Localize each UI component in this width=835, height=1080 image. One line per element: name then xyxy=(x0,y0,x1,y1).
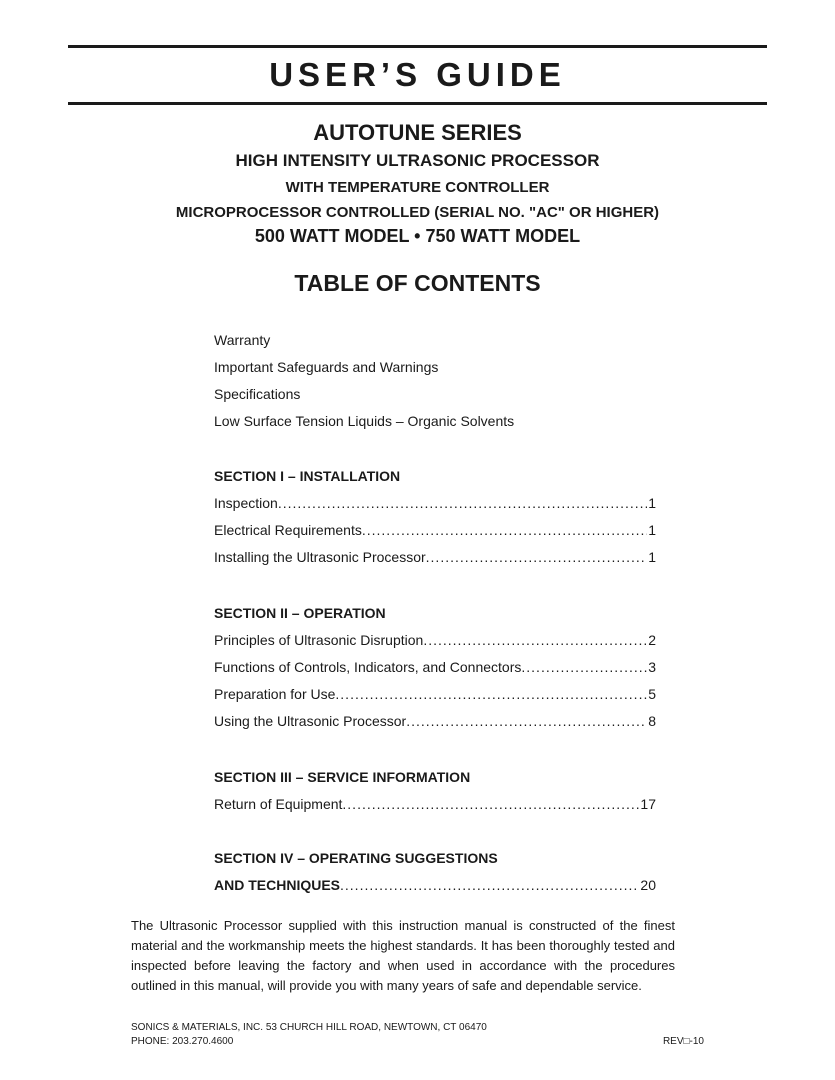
toc-entry-label: AND TECHNIQUES xyxy=(214,877,341,893)
toc-section-suggestions xyxy=(214,845,656,899)
section-heading: SECTION III – SERVICE INFORMATION xyxy=(214,769,471,785)
section-heading: SECTION I – INSTALLATION xyxy=(214,468,401,484)
section-heading: SECTION IV – OPERATING SUGGESTIONS xyxy=(214,850,498,866)
toc-entry-label: Return of Equipment xyxy=(214,796,343,812)
dot-leader xyxy=(426,544,648,571)
toc-entry-page: 20 xyxy=(640,877,656,893)
toc-entry-label: Principles of Ultrasonic Disruption xyxy=(214,632,424,648)
top-rule xyxy=(68,45,767,48)
toc-entry[interactable] xyxy=(214,627,656,654)
toc-entry-page: 3 xyxy=(648,659,656,675)
toc-entry-page: 1 xyxy=(648,522,656,538)
toc-entry-page: 5 xyxy=(648,686,656,702)
product-feature: WITH TEMPERATURE CONTROLLER xyxy=(285,179,550,196)
dot-leader xyxy=(278,490,647,517)
bottom-rule xyxy=(68,102,767,105)
toc-entry-page: 2 xyxy=(648,632,656,648)
toc-entry[interactable] xyxy=(214,708,656,735)
dot-leader xyxy=(362,517,647,544)
footer-address: SONICS & MATERIALS, INC. 53 CHURCH HILL ROAD, NEWTOWN, CT 06470 xyxy=(131,1022,487,1033)
dot-leader xyxy=(423,627,647,654)
toc-entry-label: Preparation for Use xyxy=(214,686,336,702)
toc-entry-label: Electrical Requirements xyxy=(214,522,362,538)
dot-leader xyxy=(335,681,647,708)
toc-entry[interactable] xyxy=(214,872,656,899)
toc-entry[interactable] xyxy=(214,681,656,708)
toc-entry[interactable] xyxy=(214,490,656,517)
toc-intro-item-safeguards[interactable]: Important Safeguards and Warnings xyxy=(214,359,439,375)
toc-entry-page: 8 xyxy=(648,713,656,729)
dot-leader xyxy=(342,791,639,818)
section-heading: SECTION II – OPERATION xyxy=(214,605,386,621)
closing-paragraph: The Ultrasonic Processor supplied with this instruction manual is constructed of the finest material and the workmanship meets the highest standards. It has been thoroughly tested and inspected before leaving the factory and when used in accordance with the procedures outlined in this manual, will provide you with many years of safe and dependable service. xyxy=(131,918,675,993)
dot-leader xyxy=(521,654,647,681)
toc-entry-label: Installing the Ultrasonic Processor xyxy=(214,549,426,565)
toc-entry[interactable] xyxy=(214,544,656,571)
toc-entry-label: Using the Ultrasonic Processor xyxy=(214,713,407,729)
product-subtitle: HIGH INTENSITY ULTRASONIC PROCESSOR xyxy=(235,151,600,170)
toc-entry[interactable] xyxy=(214,517,656,544)
toc-entry[interactable] xyxy=(214,791,656,818)
dot-leader xyxy=(406,708,647,735)
toc-intro-item-warranty[interactable]: Warranty xyxy=(214,332,271,348)
serial-note: MICROPROCESSOR CONTROLLED (SERIAL NO. "AC" OR HIGHER) xyxy=(175,204,660,221)
model-line: 500 WATT MODEL • 750 WATT MODEL xyxy=(254,226,581,246)
toc-entry[interactable] xyxy=(214,654,656,681)
toc-section-service xyxy=(214,764,656,818)
toc-title: TABLE OF CONTENTS xyxy=(294,270,541,296)
toc-intro-item-solvents[interactable]: Low Surface Tension Liquids – Organic Solvents xyxy=(214,413,515,429)
document-title: USER’S GUIDE xyxy=(269,56,566,93)
series-title: AUTOTUNE SERIES xyxy=(313,120,522,145)
toc-entry-label: Inspection xyxy=(214,495,278,511)
footer-revision: REV□-10 xyxy=(662,1036,704,1047)
toc-entry-label: Functions of Controls, Indicators, and Connectors xyxy=(214,659,522,675)
toc-entry-page: 1 xyxy=(648,495,656,511)
toc-intro-item-specifications[interactable]: Specifications xyxy=(214,386,301,402)
footer-phone: PHONE: 203.270.4600 xyxy=(131,1036,234,1047)
toc-entry-page: 17 xyxy=(640,796,656,812)
toc-entry-page: 1 xyxy=(648,549,656,565)
toc-section-operation xyxy=(214,600,656,735)
toc-intro-list xyxy=(214,327,656,435)
dot-leader xyxy=(340,872,639,899)
toc-section-installation xyxy=(214,463,656,571)
